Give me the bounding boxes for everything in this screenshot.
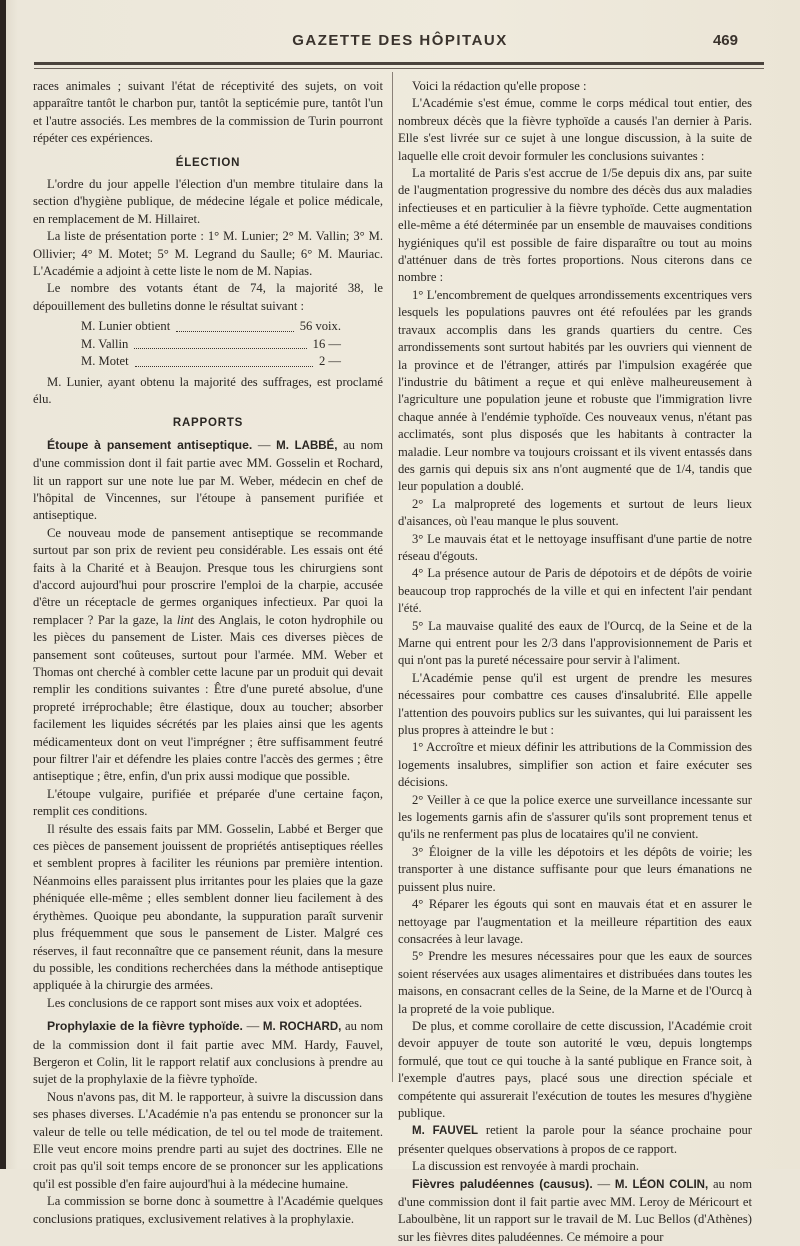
author-labbe: M. LABBÉ, [276,439,338,452]
paragraph-etoupe-vulgaire: L'étoupe vulgaire, purifiée et préparée d'une certaine façon, remplit ces conditions. [33,786,383,819]
dot-leader [176,318,294,331]
text-segment: des Anglais, le coton hydrophile ou les pièces du pansement de Lister. Mais ces diverses pièces de pansement sont coûteuses, surtout pour l'armée. MM. Weber et Thomas ont cherché à combler cette lacune par un produit qui devait remplir les conditions suivantes : Être d'une pureté absolue, d'une propreté irréprochable; être élastique, doux au toucher; absorber facilement les liquides sécrétés par les plaies ainsi que les agents médicamenteux dont on veut l'imprégner ; être suffisamment feutré pour filtrer l'air et défendre les plaies contre l'accès des germes ; être antiseptique ; être, enfin, d'un prix aussi modique que possible. [33,612,383,784]
italic-lint: lint [176,612,194,627]
dash: — [242,1019,263,1034]
paragraph-mesure-2: 2° Veiller à ce que la police exerce une surveillance incessante sur les logements garnis afin de s'assurer qu'ils sont proprement tenus et qu'ils ne renferment pas plus de locataires qu'il ne convient. [398,792,752,842]
run-in-title-fievres: Fièvres paludéennes (causus). [412,1176,593,1191]
paragraph-cause-2: 2° La malpropreté des logements et surtout de leurs lieux d'aisances, où l'eau manque le plus souvent. [398,496,752,529]
vote-count: 2 — [318,354,341,369]
left-column [33,78,383,1228]
vote-name: M. Motet [81,354,129,369]
paragraph-etoupe-intro [33,437,383,525]
paragraph-prophylaxie-intro [33,1018,383,1089]
paragraph-election-list: La liste de présentation porte : 1° M. Lunier; 2° M. Vallin; 3° M. Ollivier; 4° M. Motet; 5° M. Legrand du Saulle; 6° M. Mauriac. L'Académie a adjoint à cette liste le nom de M. Napias. [33,229,383,279]
vote-row [81,318,341,335]
paragraph-mesure-4: 4° Réparer les égouts qui sont en mauvais état et en assurer le nettoyage par l'augmentation et la meilleure répartition des eaux consacrées à leur lavage. [398,897,752,946]
vote-count: 16 — [312,336,341,351]
paragraph-pense: L'Académie pense qu'il est urgent de prendre les mesures nécessaires pour combattre ces causes d'insalubrité. Elle appelle l'attention des pouvoirs publics sur les suivantes, qui lui paraissent les plus propres à atteindre le but : [398,670,752,738]
vote-name: M. Lunier obtient [81,319,171,334]
paragraph-mesure-5: 5° Prendre les mesures nécessaires pour que les eaux de sources soient réservées aux usages alimentaires et distribuées dans toutes les maisons, en consacrant celles de la Seine, de la Marne et de l'Ourcq à la propreté de la voie publique. [398,949,752,1016]
etoupe-text: au nom d'une commission dont il fait partie avec MM. Gosselin et Rochard, lit un rapport sur une note lue par M. Weber, médecin en chef de l'hôpital de Vincennes, sur l'étoupe à pansement purifiée et antiseptique. [33,437,383,523]
vote-results [81,318,341,370]
paragraph-cause-3: 3° Le mauvais état et le nettoyage insuffisant d'une partie de notre réseau d'égouts. [398,531,752,563]
section-heading-rapports: RAPPORTS [172,417,244,430]
paragraph-mortalite: La mortalité de Paris s'est accrue de 1/5e depuis dix ans, par suite de l'augmentation progressive du nombre des décès dus aux maladies infectieuses et en particulier à la fièvre typhoïde. Cette augmentation elle-même a été déterminée par un ensemble de mauvaises conditions hygiéniques qu'il est possible de faire disparaître ou tout au moins d'atténuer dans de très fortes proportions. Nous citerons dans ce nombre : [398,166,752,285]
right-column [398,78,752,1246]
paragraph-fievres-intro [398,1176,752,1246]
vote-row [81,336,341,353]
dash: — [252,437,277,452]
paragraph-cause-5: 5° La mauvaise qualité des eaux de l'Ourcq, de la Seine et de la Marne qui entrent pour les 2/3 dans l'approvisionnement de Paris et qui n'ont pas la pureté nécessaire pour servir à l'aliment. [398,618,752,668]
paragraph-cause-1: 1° L'encombrement de quelques arrondissements excentriques vers lesquels les populations pauvres ont été refoulées par les grands travaux accomplis dans les grands quartiers du centre. Ces arrondissements sont surtout habités par les ouvriers qui viennent de la province et de l'étranger, attirés par l'impulsion exagérée que l'industrie du bâtiment a reçue et qui enlève malheureusement à l'agriculture une population jeune et robuste que l'immigration livre chaque année à l'endémie typhoïde. Ces nouveaux venus, n'étant pas acclimatés, sont plus disposés que les habitants à contracter la maladie. Leur nombre va toujours croissant et ils vivent entassés dans des garnis qui depuis six ans n'ont augmenté que de 1/4, tandis que leur population a doublé. [398,287,752,494]
run-in-title-etoupe: Étoupe à pansement antiseptique. [47,437,253,452]
paragraph-de-plus: De plus, et comme corollaire de cette discussion, l'Académie croit devoir appuyer de toute son autorité le vœu, depuis longtemps formulé, que tout ce qui touche à la santé publique en France soit, à l'exemple d'autres pays, placé sous une direction spéciale et compétente qui assurerait l'exécution de toutes les mesures d'hygiène publique. [398,1018,752,1120]
paragraph-mesure-1: 1° Accroître et mieux définir les attributions de la Commission des logements insalubres, simplifier son action et faire exécuter ses décisions. [398,740,752,790]
binding-edge [0,0,6,1169]
fauvel-text: retient la parole pour la séance prochaine pour présenter quelques observations à propos de ce rapport. [398,1123,753,1156]
paragraph-nouveau-mode [33,525,383,786]
paragraph-cause-4: 4° La présence autour de Paris de dépotoirs et de dépôts de voirie beaucoup trop rapprochés de la ville et qui en infectent l'air pendant l'été. [398,566,752,616]
section-heading-election: ÉLECTION [175,156,241,169]
paragraph-election-count: Le nombre des votants étant de 74, la majorité 38, le dépouillement des bulletins donne le résultat suivant : [33,281,383,313]
paragraph-conclusions: Les conclusions de ce rapport sont mises aux voix et adoptées. [47,995,363,1010]
vote-name: M. Vallin [81,336,129,351]
paragraph-mesure-3: 3° Éloigner de la ville les dépotoirs et les dépôts de voirie; les transporter à une distance suffisante pour que leurs émanations ne puissent plus nuire. [398,844,752,894]
header-rule-thick [34,62,764,65]
vote-count: 56 voix. [299,319,341,334]
dot-leader [134,336,306,349]
vote-row [81,353,341,370]
paragraph-emue: L'Académie s'est émue, comme le corps médical tout entier, des nombreux décès que la fièvre typhoïde a causés l'an dernier à Paris. Elle s'est livrée sur ce sujet à une longue discussion, à la suite de laquelle elle croit devoir formuler les conclusions suivantes : [398,96,752,163]
journal-title: GAZETTE DES HÔPITAUX [292,32,508,49]
paragraph-election-result: M. Lunier, ayant obtenu la majorité des suffrages, est proclamé élu. [33,374,383,406]
dash: — [592,1176,615,1191]
dot-leader [135,353,313,366]
author-colin: M. LÉON COLIN, [614,1178,709,1191]
paragraph-commission: La commission se borne donc à soumettre à l'Académie quelques conclusions pratiques, exclusivement relatives à la prophylaxie. [33,1194,383,1226]
paragraph-fauvel [398,1122,752,1158]
author-fauvel: M. FAUVEL [412,1125,479,1138]
column-divider [392,72,393,1082]
paragraph-nous: Nous n'avons pas, dit M. le rapporteur, à suivre la discussion dans ses phases diverses. L'Académie n'a pas entendu se prononcer sur la valeur de telle ou telle médication, de tel ou tel mode de traitement. Elle veut encore moins prendre parti au sujet des doctrines. Elle ne croit pas qu'il soit temps encore de se prononcer sur les applications qu'il est possible d'en faire aujourd'hui à la médecine humaine. [33,1089,383,1191]
header-rule-thin [34,68,764,69]
paragraph-voici: Voici la rédaction qu'elle propose : [412,79,587,93]
paragraph-resulte: Il résulte des essais faits par MM. Gosselin, Labbé et Berger que ces pièces de pansement jouissent de propriétés antiseptiques réelles et semblent propres à faciliter les réunions par première intention. Néanmoins elles paraissent plus irritantes pour les plaies que la gaze phéniquée elle-même ; elles semblent donner lieu facilement à des érythèmes. Quoique peu abondante, la suppuration paraît survenir plus fréquemment que sous le pansement de Lister. Malgré ces réserves, il faut reconnaître que ce pansement réunit, dans la mesure du possible, les conditions recherchées dans la méthode antiseptique appliquée à la chirurgie des armées. [33,821,383,993]
paragraph-election-order: L'ordre du jour appelle l'élection d'un membre titulaire dans la section d'hygiène publique, de médecine légale et police médicale, en remplacement de M. Hillairet. [33,177,383,226]
running-head [0,30,800,54]
prophylaxie-text: au nom de la commission dont il fait partie avec MM. Hardy, Fauvel, Bergeron et Colin, lit le rapport relatif aux conclusions à prendre au sujet de la prophylaxie de la fièvre typhoïde. [33,1019,383,1087]
text-segment: Ce nouveau mode de pansement antiseptique se recommande surtout par son prix de revient peu considérable. Les essais ont été faits à la Charité et à Beaujon. Presque tous les chirurgiens sont d'accord aujourd'hui pour proscrire l'emploi de la charpie, accusée d'être un réceptacle de germes organiques infectieux. Par quoi la remplacer ? Par la gaze, la [33,525,383,627]
author-rochard: M. ROCHARD, [262,1021,342,1034]
fievres-text: au nom d'une commission dont il fait partie avec MM. Leroy de Méricourt et Laboulbène, lit un rapport sur le travail de M. Luc Bellos (d'Athènes) sur les fièvres dites paludéennes. Ce mémoire a pour [398,1176,753,1244]
paragraph-intro: races animales ; suivant l'état de réceptivité des sujets, on voit apparaître tantôt le charbon pur, tantôt la septicémie pure, tantôt l'un et l'autre associés. Les membres de la commission de Turin pourront répéter ces expériences. [33,79,383,146]
page-number: 469 [712,32,738,49]
paragraph-renvoyee: La discussion est renvoyée à mardi prochain. [412,1159,639,1174]
run-in-title-prophylaxie: Prophylaxie de la fièvre typhoïde. [47,1019,243,1034]
